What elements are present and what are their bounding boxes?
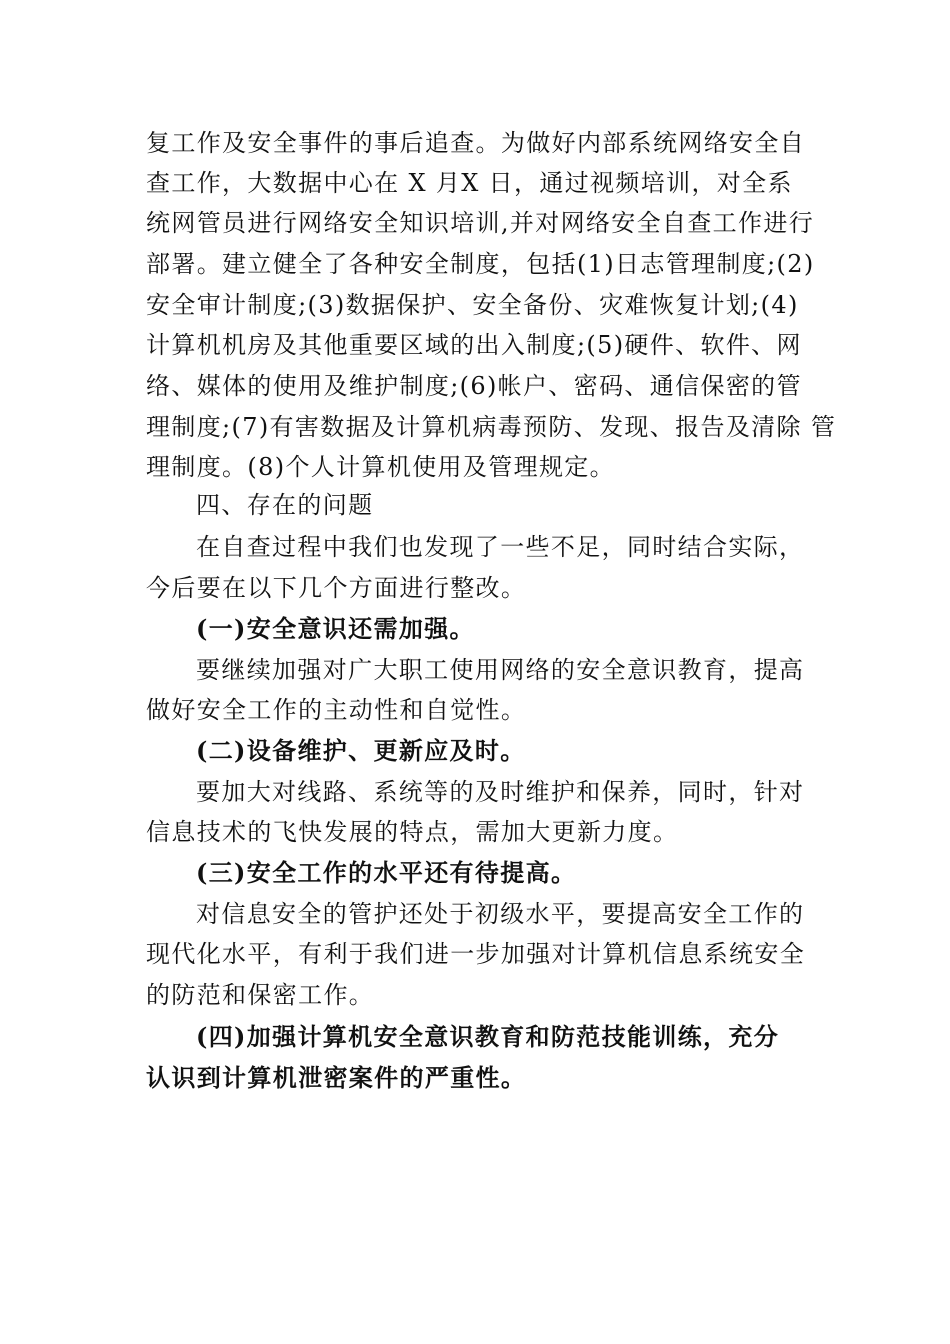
item-body-line: 要继续加强对广大职工使用网络的安全意识教育，提高 (196, 656, 805, 684)
item-title: (三)安全工作的水平还有待提高。 (196, 858, 577, 887)
paragraph-line: 理制度。(8)个人计算机使用及管理规定。 (146, 453, 615, 481)
intro-line: 今后要在以下几个方面进行整改。 (146, 574, 527, 602)
paragraph-line: 部署。建立健全了各种安全制度，包括(1)日志管理制度;(2) (146, 250, 815, 278)
item-title: 认识到计算机泄密案件的严重性。 (146, 1063, 527, 1092)
item-title: (四)加强计算机安全意识教育和防范技能训练，充分 (196, 1022, 780, 1051)
paragraph-line: 计算机机房及其他重要区域的出入制度;(5)硬件、软件、网 (146, 331, 802, 359)
item-body-line: 对信息安全的管护还处于初级水平，要提高安全工作的 (196, 900, 805, 928)
item-body-line: 要加大对线路、系统等的及时维护和保养，同时，针对 (196, 778, 805, 806)
item-title: (二)设备维护、更新应及时。 (196, 736, 526, 765)
item-body-line: 信息技术的飞快发展的特点，需加大更新力度。 (146, 818, 679, 846)
paragraph-line: 统网管员进行网络安全知识培训,并对网络安全自查工作进行 (146, 209, 815, 237)
item-title: (一)安全意识还需加强。 (196, 614, 475, 643)
paragraph-line: 查工作，大数据中心在 X 月X 日，通过视频培训，对全系 (146, 169, 793, 197)
paragraph-line: 理制度;(7)有害数据及计算机病毒预防、发现、报告及清除 管 (146, 413, 837, 441)
paragraph-line: 安全审计制度;(3)数据保护、安全备份、灾难恢复计划;(4) (146, 291, 799, 319)
paragraph-line: 复工作及安全事件的事后追查。为做好内部系统网络安全自 (146, 129, 806, 157)
paragraph-line: 络、媒体的使用及维护制度;(6)帐户、密码、通信保密的管 (146, 372, 802, 400)
item-body-line: 做好安全工作的主动性和自觉性。 (146, 696, 527, 724)
item-body-line: 的防范和保密工作。 (146, 981, 375, 1009)
intro-line: 在自查过程中我们也发现了一些不足，同时结合实际， (196, 533, 805, 561)
item-body-line: 现代化水平，有利于我们进一步加强对计算机信息系统安全 (146, 940, 806, 968)
section-heading: 四、存在的问题 (196, 491, 374, 519)
